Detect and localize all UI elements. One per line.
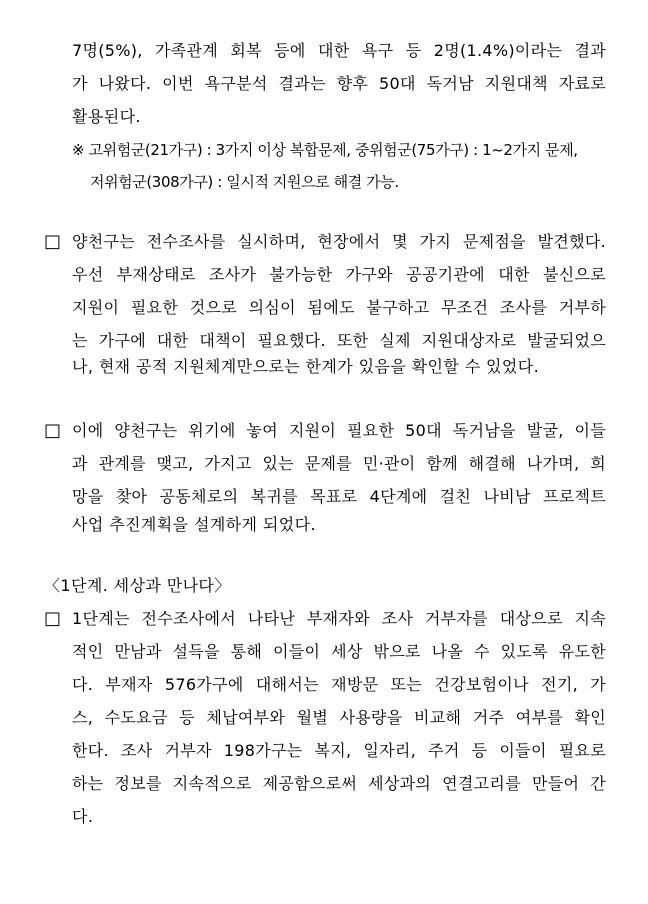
paragraph-line: 양천구는 전수조사를 실시하며, 현장에서 몇 가지 문제점을 발견했다. bbox=[72, 232, 606, 251]
intro-line: 활용된다. bbox=[72, 107, 141, 126]
paragraph-line: 지원이 필요한 것으로 의심이 됨에도 불구하고 무조건 조사를 거부하 bbox=[72, 298, 606, 317]
paragraph-line: 적인 만남과 설득을 통해 이들이 세상 밖으로 나올 수 있도록 유도한 bbox=[72, 642, 606, 661]
checkbox-bullet-icon: □ bbox=[44, 420, 62, 441]
checkbox-bullet-icon: □ bbox=[44, 231, 62, 252]
paragraph-line: 우선 부재상태로 조사가 불가능한 가구와 공공기관에 대한 불신으로 bbox=[72, 265, 606, 284]
paragraph-line: 1단계는 전수조사에서 나타난 부재자와 조사 거부자를 대상으로 지속 bbox=[72, 609, 606, 628]
paragraph-line: 이에 양천구는 위기에 놓여 지원이 필요한 50대 독거남을 발굴, 이들 bbox=[72, 421, 606, 440]
paragraph-line: 사업 추진계획을 설계하게 되었다. bbox=[72, 515, 316, 534]
paragraph-line: 스, 수도요금 등 체납여부와 월별 사용량을 비교해 거주 여부를 확인 bbox=[72, 708, 606, 727]
paragraph-line: 다. 부재자 576가구에 대해서는 재방문 또는 건강보험이나 전기, 가 bbox=[72, 675, 606, 694]
intro-line: 7명(5%), 가족관계 회복 등에 대한 욕구 등 2명(1.4%)이라는 결과 bbox=[72, 41, 606, 60]
paragraph-line: 는 가구에 대한 대책이 필요했다. 또한 실제 지원대상자로 발굴되었으 bbox=[72, 331, 606, 350]
paragraph-line: 과 관계를 맺고, 가지고 있는 문제를 민·관이 함께 해결해 나가며, 희 bbox=[72, 454, 606, 473]
paragraph-line: 다. bbox=[72, 807, 94, 826]
section-heading: 〈1단계. 세상과 만나다〉 bbox=[44, 576, 231, 595]
paragraph-line: 나, 현재 공적 지원체계만으로는 한계가 있음을 확인할 수 있었다. bbox=[72, 357, 540, 376]
risk-group-note-line: 저위험군(308가구) : 일시적 지원으로 해결 가능. bbox=[90, 173, 399, 191]
paragraph-line: 망을 찾아 공동체로의 복귀를 목표로 4단계에 걸친 나비남 프로젝트 bbox=[72, 487, 606, 506]
checkbox-bullet-icon: □ bbox=[44, 608, 62, 629]
paragraph-line: 하는 정보를 지속적으로 제공함으로써 세상과의 연결고리를 만들어 간 bbox=[72, 774, 606, 793]
paragraph-line: 한다. 조사 거부자 198가구는 복지, 일자리, 주거 등 이들이 필요로 bbox=[72, 741, 606, 760]
intro-line: 가 나왔다. 이번 욕구분석 결과는 향후 50대 독거남 지원대책 자료로 bbox=[72, 74, 606, 93]
risk-group-note-line: ※ 고위험군(21가구) : 3가지 이상 복합문제, 중위험군(75가구) : 1~2가지 문제, bbox=[72, 141, 578, 159]
